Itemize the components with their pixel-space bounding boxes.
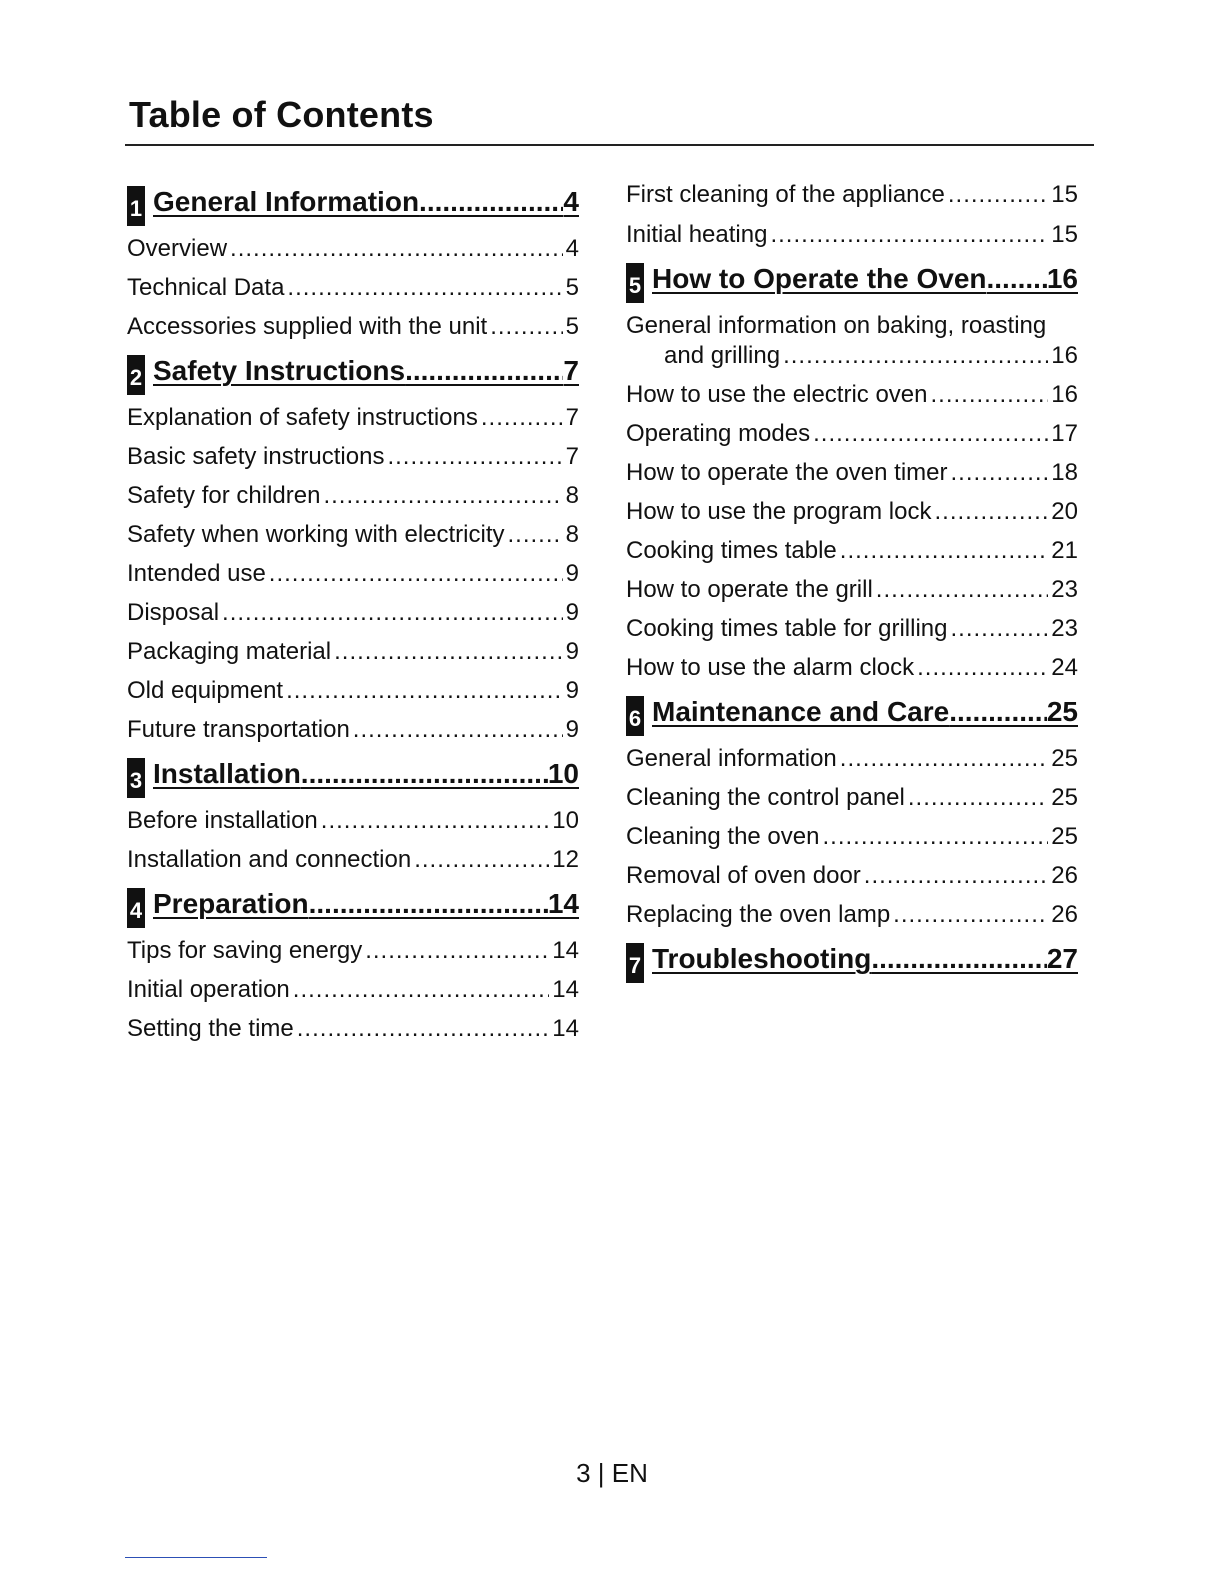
toc-entry-page: 14 (552, 1015, 579, 1042)
dot-leader (297, 1014, 550, 1043)
dot-leader (365, 936, 549, 965)
section-number-badge: 2 (127, 355, 145, 395)
toc-entry[interactable] (127, 520, 579, 549)
dot-leader (948, 180, 1048, 209)
toc-entry-title: How to use the alarm clock (626, 654, 915, 681)
toc-entry-title: Old equipment (127, 677, 284, 704)
dot-leader (414, 845, 549, 874)
toc-entry-title: Operating modes (626, 420, 811, 447)
toc-entry[interactable] (127, 845, 579, 874)
toc-entry[interactable] (127, 312, 579, 341)
toc-entry-page: 14 (552, 937, 579, 964)
toc-entry-wrapped[interactable] (626, 311, 1078, 370)
section-number-badge: 5 (626, 263, 644, 303)
toc-entry-title: Tips for saving energy (127, 937, 363, 964)
toc-entry[interactable] (626, 575, 1078, 604)
toc-entry-title: Cleaning the oven (626, 823, 820, 850)
toc-entry-title: Cooking times table for grilling (626, 615, 948, 642)
toc-entry-page: 23 (1051, 615, 1078, 642)
toc-entry-title: How to use the electric oven (626, 381, 928, 408)
toc-entry-title: Cleaning the control panel (626, 784, 905, 811)
toc-entry[interactable] (127, 234, 579, 263)
toc-entry[interactable] (626, 653, 1078, 682)
section-number-badge: 3 (127, 758, 145, 798)
dot-leader (950, 614, 1048, 643)
toc-entry[interactable] (626, 744, 1078, 773)
section-page: 10 (547, 758, 579, 789)
section-number-badge: 1 (127, 186, 145, 226)
dot-leader (287, 273, 562, 302)
dot-leader (987, 263, 1047, 295)
toc-entry[interactable] (626, 419, 1078, 448)
toc-entry-title: General information (626, 745, 837, 772)
section-page: 14 (547, 888, 579, 919)
dot-leader (931, 380, 1049, 409)
toc-entry-title: Setting the time (127, 1015, 294, 1042)
toc-entry-page: 21 (1051, 537, 1078, 564)
toc-entry[interactable] (127, 559, 579, 588)
toc-entry-page: 26 (1051, 862, 1078, 889)
dot-leader (840, 744, 1049, 773)
dot-leader (269, 559, 563, 588)
dot-leader (822, 822, 1048, 851)
toc-entry[interactable] (127, 637, 579, 666)
toc-section-heading[interactable] (127, 186, 579, 226)
toc-entry[interactable] (127, 715, 579, 744)
title-divider (125, 144, 1094, 146)
section-number-badge: 7 (626, 943, 644, 983)
dot-leader (934, 497, 1048, 526)
toc-entry-title: Safety for children (127, 482, 321, 509)
footer-language: EN (611, 1458, 648, 1488)
toc-entry[interactable] (626, 380, 1078, 409)
toc-entry[interactable] (626, 614, 1078, 643)
toc-entry-title: Accessories supplied with the unit (127, 313, 488, 340)
toc-entry-page: 23 (1051, 576, 1078, 603)
toc-entry-page: 7 (565, 443, 579, 470)
toc-entry[interactable] (626, 536, 1078, 565)
section-page: 16 (1046, 263, 1078, 294)
section-number-badge: 6 (626, 696, 644, 736)
section-page: 25 (1046, 696, 1078, 727)
toc-entry[interactable] (127, 1014, 579, 1043)
toc-entry-page: 7 (565, 404, 579, 431)
toc-entry-page: 16 (1051, 381, 1078, 408)
toc-entry-title: Overview (127, 235, 228, 262)
dot-leader (813, 419, 1048, 448)
toc-entry[interactable] (127, 481, 579, 510)
toc-entry-page: 9 (565, 560, 579, 587)
toc-entry-page: 9 (565, 716, 579, 743)
section-title: General Information (153, 186, 420, 217)
toc-section-heading[interactable] (127, 758, 579, 798)
toc-entry-title: Safety when working with electricity (127, 521, 505, 548)
toc-entry-page: 18 (1051, 459, 1078, 486)
dot-leader (783, 341, 1048, 370)
footer-separator: | (597, 1458, 605, 1488)
dot-leader (893, 900, 1048, 929)
dot-leader (293, 975, 550, 1004)
toc-entry-page: 17 (1051, 420, 1078, 447)
page-title: Table of Contents (129, 94, 434, 135)
toc-entry-title: How to operate the grill (626, 576, 873, 603)
toc-right-column (626, 180, 1078, 983)
toc-entry[interactable] (626, 458, 1078, 487)
toc-section-heading[interactable] (127, 355, 579, 395)
toc-entry-title: Replacing the oven lamp (626, 901, 891, 928)
toc-entry-page: 25 (1051, 784, 1078, 811)
dot-leader (334, 637, 563, 666)
toc-entry-page: 8 (565, 482, 579, 509)
toc-entry[interactable] (626, 861, 1078, 890)
dot-leader (419, 186, 563, 218)
toc-left-column (127, 186, 579, 1043)
toc-entry-line2 (626, 341, 1078, 370)
toc-section-heading[interactable] (626, 943, 1078, 983)
section-title: How to Operate the Oven (652, 263, 987, 294)
toc-entry-page: 9 (565, 677, 579, 704)
dot-leader (309, 888, 548, 920)
toc-entry-page: 5 (565, 274, 579, 301)
toc-entry-page: 5 (565, 313, 579, 340)
dot-leader (301, 758, 548, 790)
footer-link-underline (125, 1557, 267, 1558)
toc-entry-title-line2: and grilling (664, 342, 781, 369)
section-title: Preparation (153, 888, 309, 919)
toc-entry-title: Technical Data (127, 274, 285, 301)
toc-entry-title: Removal of oven door (626, 862, 861, 889)
toc-entry[interactable] (127, 273, 579, 302)
toc-entry-page: 14 (552, 976, 579, 1003)
toc-entry[interactable] (127, 403, 579, 432)
toc-entry[interactable] (626, 900, 1078, 929)
dot-leader (917, 653, 1048, 682)
toc-entry-page: 20 (1051, 498, 1078, 525)
section-page: 7 (563, 355, 579, 386)
toc-entry-page: 9 (565, 599, 579, 626)
dot-leader (405, 355, 563, 387)
dot-leader (387, 442, 562, 471)
toc-entry-page: 15 (1051, 221, 1078, 248)
toc-entry[interactable] (127, 442, 579, 471)
toc-entry[interactable] (626, 822, 1078, 851)
dot-leader (951, 458, 1049, 487)
toc-entry-page: 16 (1051, 342, 1078, 369)
toc-entry[interactable] (127, 975, 579, 1004)
toc-entry-title: Future transportation (127, 716, 350, 743)
section-title: Maintenance and Care (652, 696, 950, 727)
section-title: Troubleshooting (652, 943, 872, 974)
dot-leader (353, 715, 563, 744)
toc-entry-title: Packaging material (127, 638, 332, 665)
toc-entry-page: 24 (1051, 654, 1078, 681)
section-number-badge: 4 (127, 888, 145, 928)
footer-page-number: 3 (576, 1458, 591, 1488)
dot-leader (949, 696, 1047, 728)
toc-entry-title: Before installation (127, 807, 318, 834)
toc-entry-page: 26 (1051, 901, 1078, 928)
dot-leader (840, 536, 1049, 565)
toc-entry-title: How to use the program lock (626, 498, 932, 525)
toc-entry-title: Disposal (127, 599, 220, 626)
section-page: 4 (563, 186, 579, 217)
toc-entry[interactable] (626, 783, 1078, 812)
dot-leader (770, 220, 1048, 249)
dot-leader (908, 783, 1048, 812)
dot-leader (876, 575, 1049, 604)
toc-entry-title: Explanation of safety instructions (127, 404, 478, 431)
toc-entry[interactable] (626, 497, 1078, 526)
toc-entry-page: 25 (1051, 823, 1078, 850)
toc-entry-title: Initial heating (626, 221, 768, 248)
toc-entry-title: Installation and connection (127, 846, 412, 873)
toc-section-heading[interactable] (127, 888, 579, 928)
toc-entry-title: Cooking times table (626, 537, 837, 564)
toc-entry-title: Basic safety instructions (127, 443, 385, 470)
toc-entry-title: First cleaning of the appliance (626, 181, 945, 208)
dot-leader (864, 861, 1049, 890)
page-footer (0, 1458, 1224, 1489)
dot-leader (286, 676, 563, 705)
toc-entry-page: 9 (565, 638, 579, 665)
toc-entry-page: 8 (565, 521, 579, 548)
toc-entry-page: 10 (552, 807, 579, 834)
toc-entry-page: 25 (1051, 745, 1078, 772)
dot-leader (490, 312, 562, 341)
dot-leader (871, 943, 1047, 975)
toc-entry[interactable] (127, 676, 579, 705)
toc-section-heading[interactable] (626, 263, 1078, 303)
dot-leader (321, 806, 550, 835)
toc-entry[interactable] (626, 180, 1078, 209)
toc-entry-page: 15 (1051, 181, 1078, 208)
toc-entry-title: Initial operation (127, 976, 290, 1003)
toc-entry-title: Intended use (127, 560, 266, 587)
toc-entry-page: 4 (565, 235, 579, 262)
toc-entry-title: How to operate the oven timer (626, 459, 948, 486)
toc-entry-page: 12 (552, 846, 579, 873)
section-title: Safety Instructions (153, 355, 406, 386)
section-page: 27 (1046, 943, 1078, 974)
toc-entry[interactable] (127, 806, 579, 835)
toc-entry[interactable] (127, 598, 579, 627)
dot-leader (323, 481, 562, 510)
toc-entry-title-line1: General information on baking, roasting (626, 312, 1047, 339)
toc-entry[interactable] (127, 936, 579, 965)
dot-leader (230, 234, 563, 263)
section-title: Installation (153, 758, 301, 789)
toc-section-heading[interactable] (626, 696, 1078, 736)
toc-entry[interactable] (626, 220, 1078, 249)
dot-leader (222, 598, 563, 627)
dot-leader (507, 520, 562, 549)
dot-leader (481, 403, 563, 432)
